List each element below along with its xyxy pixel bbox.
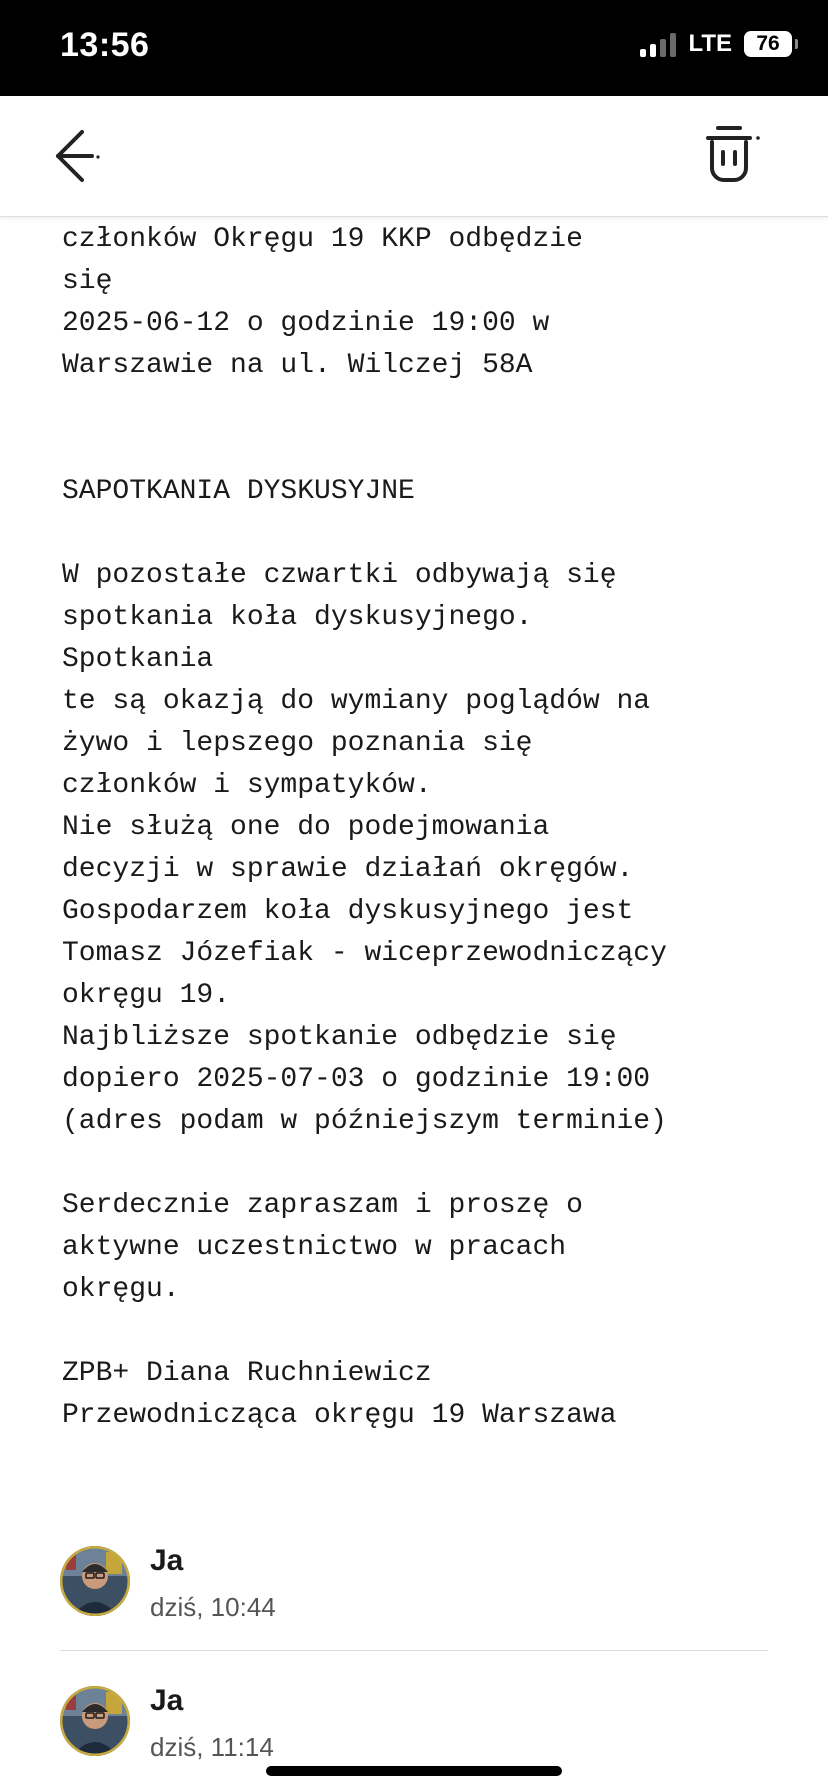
back-button[interactable] (50, 126, 110, 186)
reply-item[interactable] (60, 1512, 768, 1651)
network-type: LTE (688, 30, 732, 57)
home-indicator[interactable] (266, 1766, 562, 1776)
trash-icon (702, 124, 762, 186)
reply-time: dziś, 11:14 (150, 1732, 274, 1762)
avatar (60, 1546, 130, 1616)
reply-author: Ja (150, 1684, 184, 1717)
arrow-left-icon (50, 126, 110, 186)
delete-button[interactable] (702, 124, 762, 186)
reply-author: Ja (150, 1544, 184, 1577)
reply-time: dziś, 10:44 (150, 1592, 276, 1622)
signal-icon (640, 31, 676, 57)
status-time: 13:56 (60, 26, 150, 64)
battery-icon: 76 (744, 31, 792, 57)
message-body: członków Okręgu 19 KKP odbędzie się 2025-06-12 o godzinie 19:00 w Warszawie na ul. Wilczej 58A SAPOTKANIA DYSKUSYJNE W pozostałe czwartki odbywają się spotkania koła dyskusyjnego. Spotkania te są okazją do wymiany poglądów na żywo i lepszego poznania się członków i sympatyków. Nie służą one do podejmowania decyzji w sprawie działań okręgów. Gospodarzem koła dyskusyjnego jest Tomasz Józefiak - wiceprzewodniczący okręgu 19. Najbliższe spotkanie odbędzie się dopiero 2025-07-03 o godzinie 19:00 (adres podam w późniejszym terminie) Serdecznie zapraszam i proszę o aktywne uczestnictwo w pracach okręgu. ZPB+ Diana Ruchniewicz Przewodnicząca okręgu 19 Warszawa (62, 224, 667, 1431)
status-bar (0, 0, 828, 96)
status-indicators (640, 30, 792, 58)
avatar (60, 1686, 130, 1756)
app-bar (0, 96, 828, 217)
